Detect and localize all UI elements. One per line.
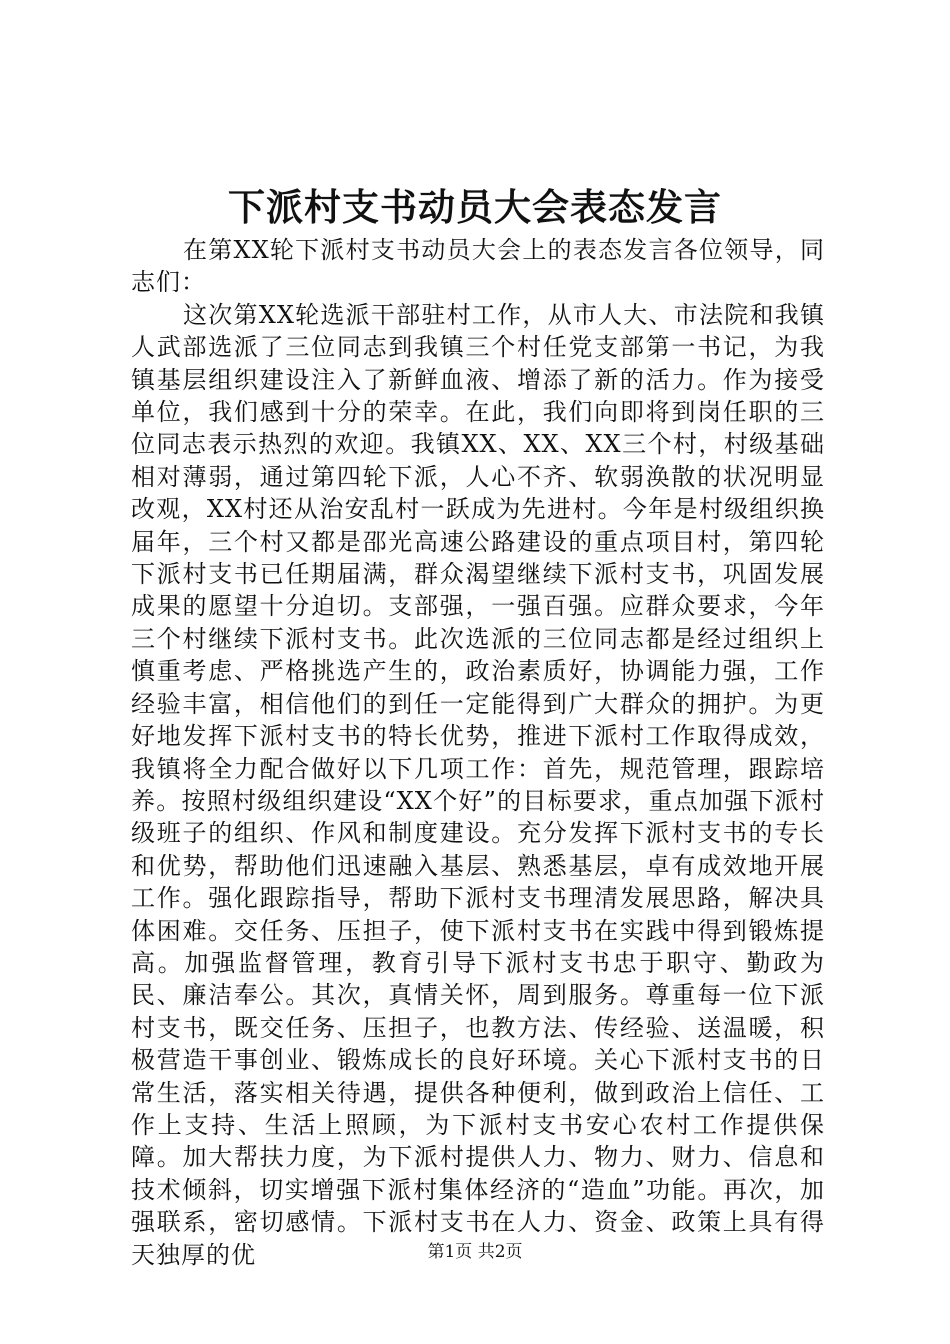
paragraph-salutation: 在第XX轮下派村支书动员大会上的表态发言各位领导，同志们： bbox=[131, 236, 825, 297]
document-title: 下派村支书动员大会表态发言 bbox=[228, 185, 722, 229]
document-body bbox=[131, 234, 825, 1271]
page-footer: 第1页 共2页 bbox=[427, 1242, 523, 1262]
paragraph-main: 这次第XX轮选派干部驻村工作，从市人大、市法院和我镇人武部选派了三位同志到我镇三个村任党支部第一书记，为我镇基层组织建设注入了新鲜血液、增添了新的活力。作为接受单位，我们感到十分的荣幸。在此，我们向即将到岗任职的三位同志表示热烈的欢迎。我镇XX、XX、XX三个村，村级基础相对薄弱，通过第四轮下派，人心不齐、软弱涣散的状况明显改观，XX村还从治安乱村一跃成为先进村。今年是村级组织换届年，三个村又都是邵光高速公路建设的重点项目村，第四轮下派村支书已任期届满，群众渴望继续下派村支书，巩固发展成果的愿望十分迫切。支部强，一强百强。应群众要求，今年三个村继续下派村支书。此次选派的三位同志都是经过组织上慎重考虑、严格挑选产生的，政治素质好，协调能力强，工作经验丰富，相信他们的到任一定能得到广大群众的拥护。为更好地发挥下派村支书的特长优势，推进下派村工作取得成效，我镇将全力配合做好以下几项工作：首先，规范管理，跟踪培养。按照村级组织建设“XX个好”的目标要求，重点加强下派村级班子的组织、作风和制度建设。充分发挥下派村支书的专长和优势，帮助他们迅速融入基层、熟悉基层，卓有成效地开展工作。强化跟踪指导，帮助下派村支书理清发展思路，解决具体困难。交任务、压担子，使下派村支书在实践中得到锻炼提高。加强监督管理，教育引导下派村支书忠于职守、勤政为民、廉洁奉公。其次，真情关怀，周到服务。尊重每一位下派村支书，既交任务、压担子，也教方法、传经验、送温暖，积极营造干事创业、锻炼成长的良好环境。关心下派村支书的日常生活，落实相关待遇，提供各种便利，做到政治上信任、工作上支持、生活上照顾，为下派村支书安心农村工作提供保障。加大帮扶力度，为下派村提供人力、物力、财力、信息和技术倾斜，切实增强下派村集体经济的“造血”功能。再次，加强联系，密切感情。下派村支书在人力、资金、政策上具有得天独厚的优 bbox=[131, 300, 825, 1269]
